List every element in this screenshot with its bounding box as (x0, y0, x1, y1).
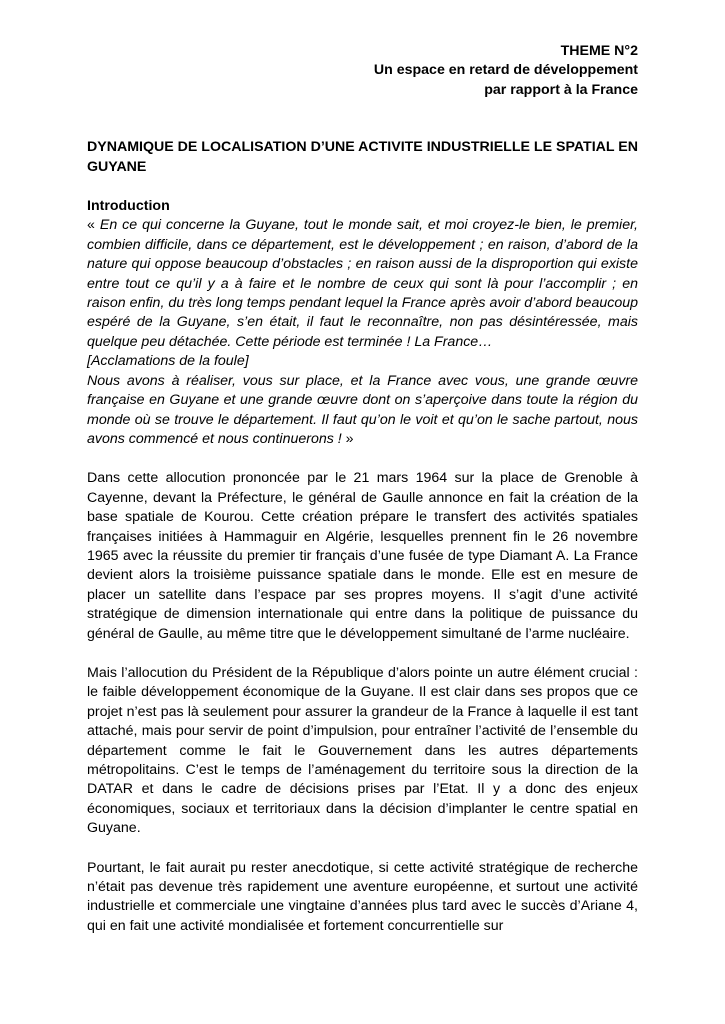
paragraph-2: Mais l’allocution du Président de la République d’alors pointe un autre élément crucial : le faible développement économique de la Guyane. Il est clair dans ses propos que ce projet n’est pas là seulement pour assurer la grandeur de la France à laquelle il est tant attaché, mais pour servir de point d’impulsion, pour entraîner l’activité de l’ensemble du département comme le fait le Gouvernement dans les autres départements métropolitains. C’est le temps de l’aménagement du territoire sous la direction de la DATAR et dans le cadre de décisions prises par l’Etat. Il y a donc des enjeux économiques, sociaux et territoriaux dans la décision d’implanter le centre spatial en Guyane. (87, 664, 638, 837)
quote-block-3 (87, 372, 638, 450)
quote-close-mark: » (341, 430, 354, 447)
quote-part-1: En ce qui concerne la Guyane, tout le monde sait, et moi croyez-le bien, le premier, combien difficile, dans ce département, est le développement ; en raison, d’abord de la nature qui oppose beaucoup d’obstacles ; en raison aussi de la disproportion qui existe entre tout ce qu’il y a à faire et le nombre de ceux qui sont là pour l’accomplir ; en raison enfin, du très long temps pendant lequel la France après avoir d’abord beaucoup espéré de la Guyane, s’en était, il faut le reconnaître, non pas désintéressée, mais quelque peu détachée. Cette période est terminée ! La France… (87, 217, 638, 350)
document-title: DYNAMIQUE DE LOCALISATION D’UNE ACTIVITE INDUSTRIELLE LE SPATIAL EN GUYANE (87, 139, 638, 175)
quote-block-1 (87, 216, 638, 352)
introduction-heading: Introduction (87, 198, 170, 215)
paragraph-1: Dans cette allocution prononcée par le 21 mars 1964 sur la place de Grenoble à Cayenne, devant la Préfecture, le général de Gaulle annonce en fait la création de la base spatiale de Kourou. Cette création prépare le transfert des activités spatiales françaises initiées à Hammaguir en Algérie, lesquelles prennent fin le 26 novembre 1965 avec la réussite du premier tir français d’une fusée de type Diamant A. La France devient alors la troisième puissance spatiale dans le monde. Elle est en mesure de placer un satellite dans l’espace par ses propres moyens. Il s’agit d’une activité stratégique de dimension internationale qui entre dans la politique de puissance du général de Gaulle, au même titre que le développement simultané de l’arme nucléaire. (87, 470, 638, 642)
quote-open-mark: « (87, 217, 100, 234)
theme-subtitle-line2: par rapport à la France (484, 81, 638, 98)
quote-part-3: Nous avons à réaliser, vous sur place, et la France avec vous, une grande œuvre française en Guyane et une grande œuvre dont on s’aperçoive dans toute la région du monde où se trouve le département. Il faut qu’on le voit et qu’on le sache partout, nous avons commencé et nous continuerons ! (87, 372, 638, 447)
theme-subtitle-line1: Un espace en retard de développement (373, 62, 638, 79)
theme-header (87, 42, 638, 100)
paragraph-3: Pourtant, le fait aurait pu rester anecdotique, si cette activité stratégique de recherche n’était pas devenue très rapidement une aventure européenne, et surtout une activité industrielle et commerciale une vingtaine d’années plus tard avec le succès d’Ariane 4, qui en fait une activité mondialisée et fortement concurrentielle sur (87, 859, 638, 934)
introduction-quote (87, 216, 638, 449)
document-page (87, 42, 638, 936)
theme-number: THEME N°2 (560, 43, 638, 59)
quote-acclamations: [Acclamations de la foule] (87, 353, 249, 370)
